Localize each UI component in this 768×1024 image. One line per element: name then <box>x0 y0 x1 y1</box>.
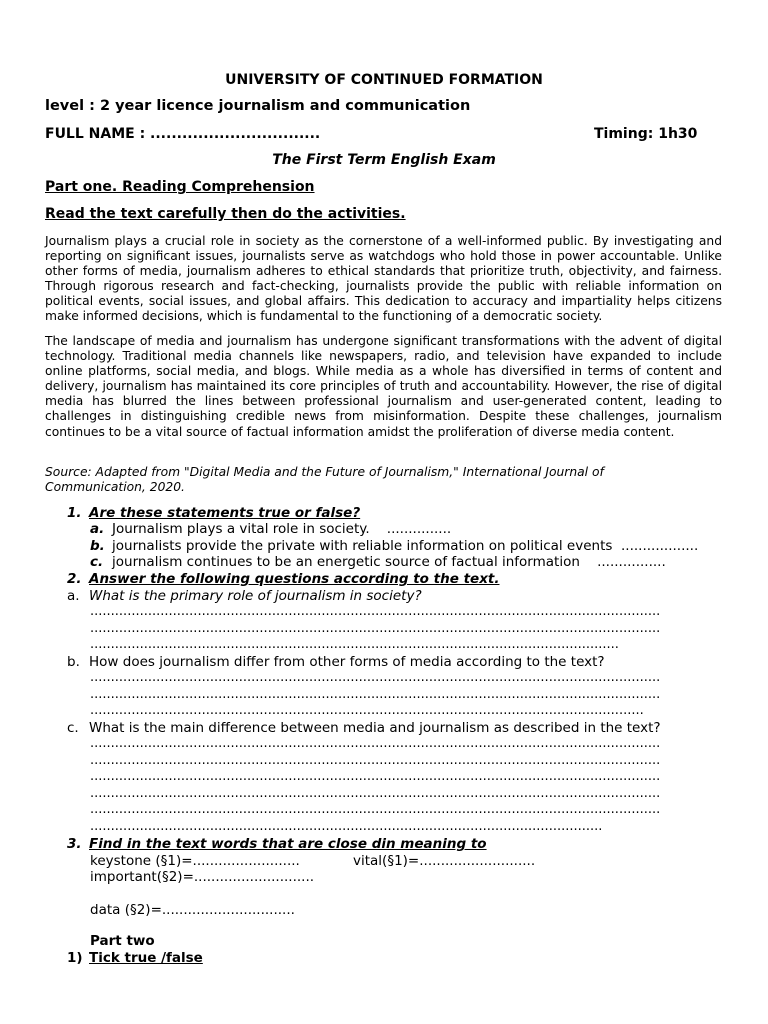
q2-number: 2. <box>67 571 82 587</box>
q3-title: Find in the text words that are close din meaning to <box>89 836 487 852</box>
q1-item-a: a. Journalism plays a vital role in society. ............... <box>90 521 452 537</box>
q3-keystone[interactable]: keystone (§1)=......................... <box>90 853 300 869</box>
answer-blank[interactable]: ............... <box>386 521 452 537</box>
answer-line[interactable]: .......................................................................................................................................... <box>90 621 661 636</box>
part-two-q1-title: Tick true /false <box>89 950 203 966</box>
answer-line[interactable]: .......................................................................................................................................... <box>90 753 661 768</box>
q1-title: Are these statements true or false? <box>89 505 361 521</box>
full-name-line: FULL NAME : ................................ <box>45 126 321 142</box>
source-line-1: Source: Adapted from "Digital Media and the Future of Journalism," International Journal of <box>45 465 604 479</box>
q1-number: 1. <box>67 505 82 521</box>
reading-paragraph-2: The landscape of media and journalism has undergone significant transformations with the advent of digital technology. Traditional media channels like newspapers, radio, and television have expanded to include online platforms, social media, and blogs. While media as a whole has diversified in terms of content and delivery, journalism has maintained its core principles of truth and accountability. However, the rise of digital media has blurred the lines between professional journalism and user-generated content, leading to challenges in distinguishing credible news from misinformation. Despite these challenges, journalism continues to be a vital source of factual information amidst the proliferation of diverse media content. <box>45 334 722 439</box>
answer-line[interactable]: ............................................................................................................................ <box>90 819 603 834</box>
answer-line[interactable]: .......................................................................................................................................... <box>90 687 661 702</box>
reading-paragraph-1: Journalism plays a crucial role in society as the cornerstone of a well-informed public. By investigating and reporting on significant issues, journalists serve as watchdogs who hold those in power accountable. Unlike other forms of media, journalism adheres to ethical standards that prioritize truth, objectivity, and fairness. Through rigorous research and fact-checking, journalists provide the public with reliable information on political events, social issues, and global affairs. This dedication to accuracy and impartiality helps citizens make informed decisions, which is fundamental to the functioning of a democratic society. <box>45 234 722 324</box>
q1-item-b: b. journalists provide the private with reliable information on political events .................. <box>90 538 699 554</box>
answer-blank[interactable]: .................. <box>621 538 699 554</box>
q2a-question: a. What is the primary role of journalism in society? <box>67 588 422 604</box>
exam-title: The First Term English Exam <box>272 152 496 168</box>
answer-line[interactable]: .......................................................................................................................................... <box>90 786 661 801</box>
timing: Timing: 1h30 <box>594 126 698 142</box>
source-line-2: Communication, 2020. <box>45 480 185 495</box>
q3-vital[interactable]: vital(§1)=........................... <box>353 853 536 869</box>
part-two-q1-number: 1) <box>67 950 83 966</box>
answer-blank[interactable]: ................ <box>597 554 666 570</box>
q2c-question: c. What is the main difference between media and journalism as described in the text? <box>67 720 661 736</box>
instruction: Read the text carefully then do the activities. <box>45 206 406 222</box>
q2-title: Answer the following questions according to the text. <box>89 571 500 587</box>
q2b-question: b. How does journalism differ from other forms of media according to the text? <box>67 654 605 670</box>
level-line: level : 2 year licence journalism and communication <box>45 98 471 114</box>
answer-line[interactable]: .......................................................................................................................................... <box>90 736 661 751</box>
answer-line[interactable]: .......................................................................................................................................... <box>90 802 661 817</box>
q3-data[interactable]: data (§2)=............................... <box>90 902 295 918</box>
q3-heading <box>67 836 487 852</box>
q1-item-c: c. journalism continues to be an energetic source of factual information ................ <box>90 554 666 570</box>
university-title: UNIVERSITY OF CONTINUED FORMATION <box>225 72 543 88</box>
answer-line[interactable]: .......................................................................................................................................... <box>90 604 661 619</box>
q3-important[interactable]: important(§2)=............................ <box>90 869 315 885</box>
part-two-q1-heading <box>67 950 203 966</box>
answer-line[interactable]: ................................................................................................................................ <box>90 637 619 652</box>
part-one-title: Part one. Reading Comprehension <box>45 179 315 195</box>
answer-line[interactable]: .......................................................................................................................................... <box>90 769 661 784</box>
q1-heading <box>67 505 360 521</box>
part-two-title: Part two <box>90 933 155 949</box>
q2-heading <box>67 571 499 587</box>
answer-line[interactable]: ...................................................................................................................................... <box>90 703 644 718</box>
q3-number: 3. <box>67 836 82 852</box>
source-citation <box>45 465 722 495</box>
answer-line[interactable]: .......................................................................................................................................... <box>90 670 661 685</box>
